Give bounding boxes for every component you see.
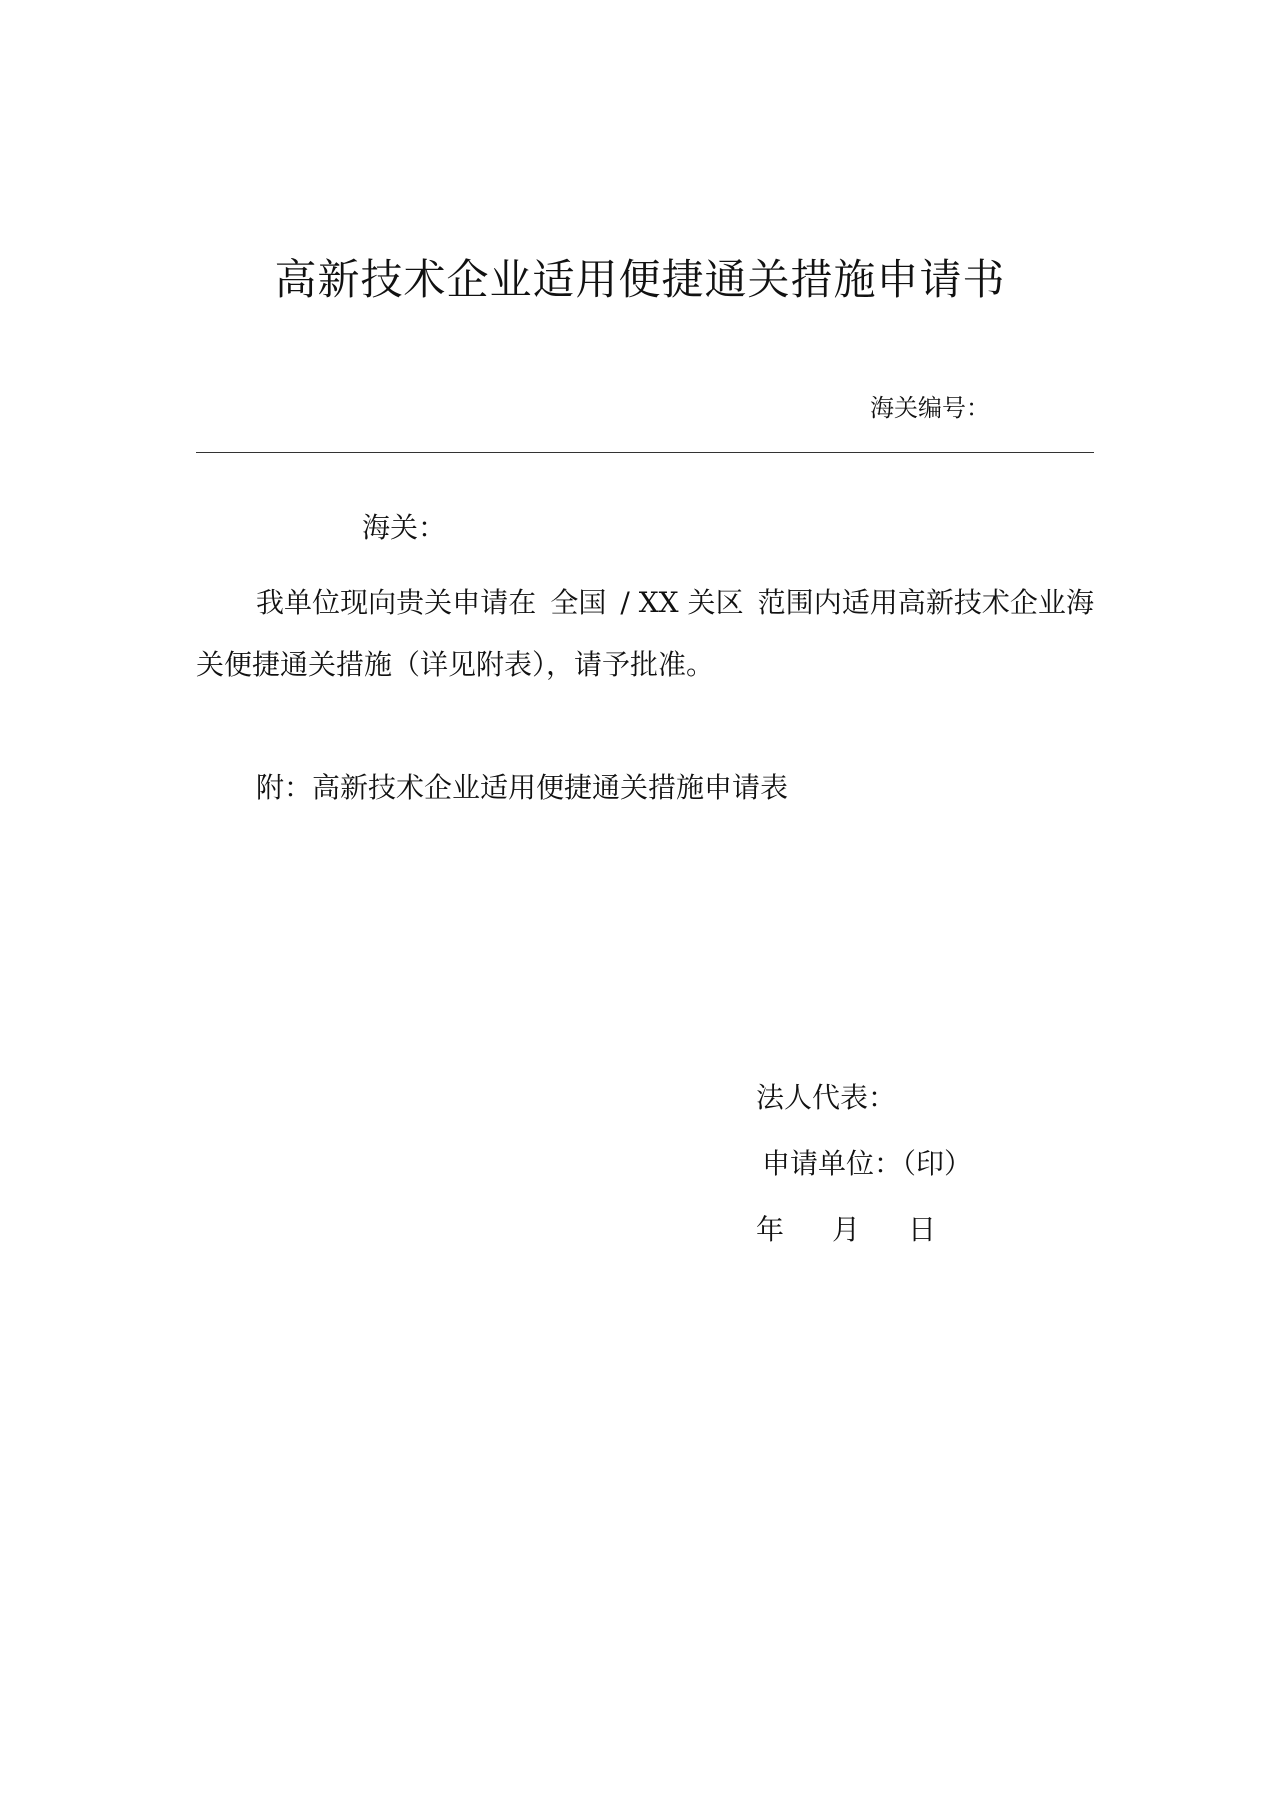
- header-divider: [196, 452, 1094, 453]
- applicant-unit-label: 申请单位：（印）: [762, 1147, 973, 1180]
- date-day: 日: [908, 1213, 937, 1246]
- scope-national: 全国: [550, 586, 607, 619]
- document-title: 高新技术企业适用便捷通关措施申请书: [274, 255, 1006, 304]
- body-request: 范围内适用高新技术企业海关便捷通关措施（详见附表），请予批准。: [196, 586, 1094, 681]
- legal-representative-label: 法人代表：: [756, 1081, 897, 1114]
- addressee: 海关：: [362, 511, 447, 544]
- customs-number-label: 海关编号：: [870, 394, 990, 422]
- application-body: [196, 572, 1094, 696]
- scope-district: / XX 关区: [620, 586, 744, 619]
- date-month: 月: [832, 1213, 861, 1246]
- body-intro: 我单位现向贵关申请在: [256, 586, 537, 619]
- date-year: 年: [756, 1213, 785, 1246]
- attachment-note: 附：高新技术企业适用便捷通关措施申请表: [256, 771, 789, 804]
- signature-block: [756, 1080, 984, 1248]
- date-line: [756, 1212, 984, 1248]
